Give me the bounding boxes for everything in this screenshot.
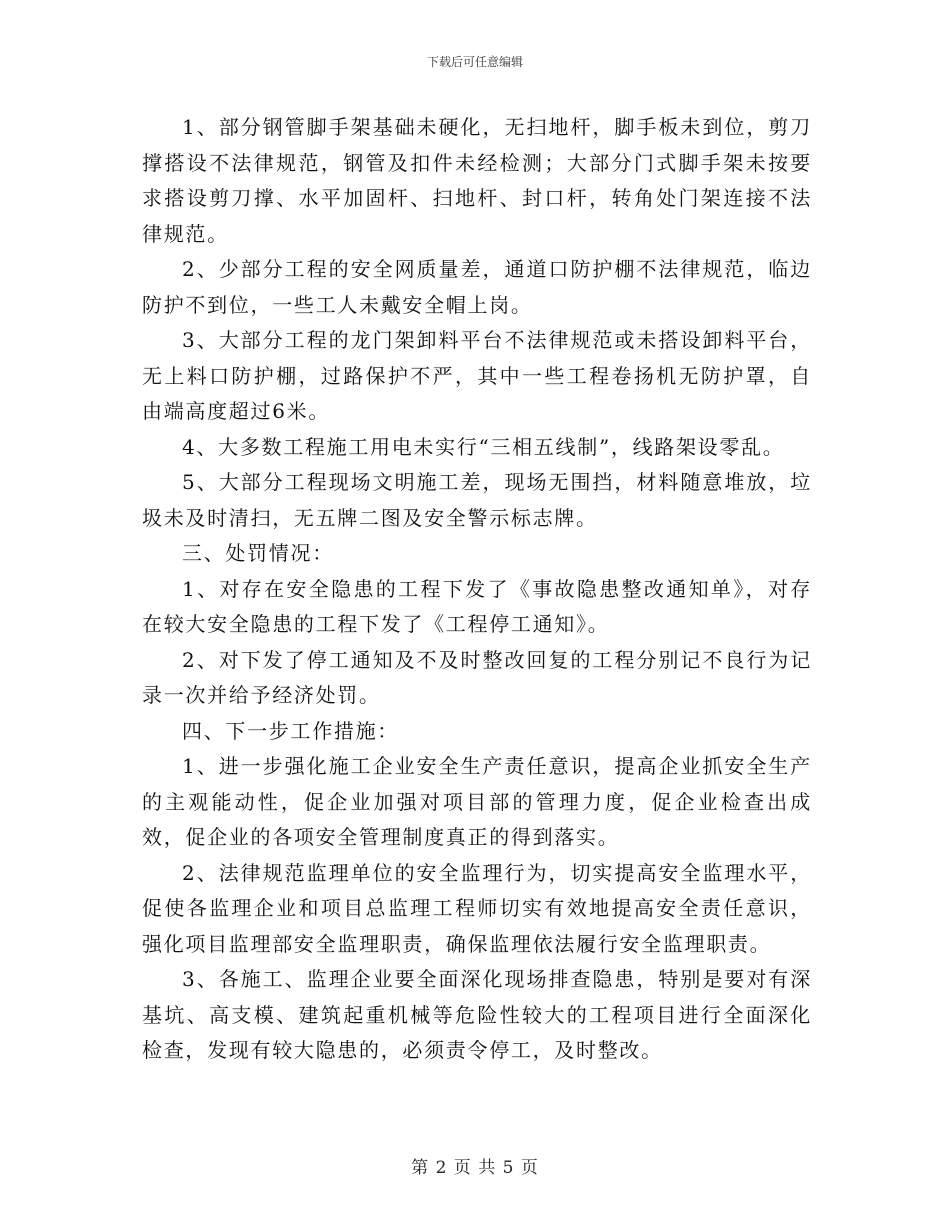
page-number-footer: 第 2 页 共 5 页 (411, 1158, 539, 1178)
section-heading-next-steps: 四、下一步工作措施： (182, 718, 399, 743)
document-body (142, 110, 812, 1069)
paragraph-next-step-supervision: 2、法律规范监理单位的安全监理行为，切实提高安全监理水平，促使各监理企业和项目总监理工程师切实有效地提高安全责任意识，强化项目监理部安全监理职责，确保监理依法履行安全监理职责。 (142, 860, 812, 956)
paragraph-penalty-records: 2、对下发了停工通知及不及时整改回复的工程分别记不良行为记录一次并给予经济处罚。 (142, 647, 812, 707)
page-header-note: 下载后可任意编辑 (426, 55, 523, 69)
section-heading-penalties: 三、处罚情况： (182, 541, 334, 565)
paragraph-site-civility-issues: 5、大部分工程现场文明施工差，现场无围挡，材料随意堆放，垃圾未及时清扫，无五牌二图及安全警示标志牌。 (142, 470, 812, 530)
paragraph-gantry-platform-issues: 3、大部分工程的龙门架卸料平台不法律规范或未搭设卸料平台，无上料口防护棚，过路保护不严，其中一些工程卷扬机无防护罩，自由端高度超过6米。 (142, 328, 812, 423)
paragraph-penalty-notices: 1、对存在安全隐患的工程下发了《事故隐患整改通知单》，对存在较大安全隐患的工程下发了《工程停工通知》。 (142, 576, 812, 636)
paragraph-safety-net-issues: 2、少部分工程的安全网质量差，通道口防护棚不法律规范，临边防护不到位，一些工人未戴安全帽上岗。 (142, 257, 812, 317)
paragraph-next-step-inspection: 3、各施工、监理企业要全面深化现场排查隐患，特别是要对有深基坑、高支模、建筑起重机械等危险性较大的工程项目进行全面深化检查，发现有较大隐患的，必须责令停工，及时整改。 (142, 967, 812, 1062)
paragraph-electricity-issues: 4、大多数工程施工用电未实行“三相五线制”，线路架设零乱。 (182, 434, 785, 459)
paragraph-next-step-enterprise: 1、进一步强化施工企业安全生产责任意识，提高企业抓安全生产的主观能动性，促企业加强对项目部的管理力度，促企业检查出成效，促企业的各项安全管理制度真正的得到落实。 (142, 754, 812, 849)
paragraph-scaffold-issues: 1、部分钢管脚手架基础未硬化，无扫地杆，脚手板未到位，剪刀撑搭设不法律规范，钢管及扣件未经检测；大部分门式脚手架未按要求搭设剪刀撑、水平加固杆、扫地杆、封口杆，转角处门架连接不法律规范。 (142, 115, 812, 246)
